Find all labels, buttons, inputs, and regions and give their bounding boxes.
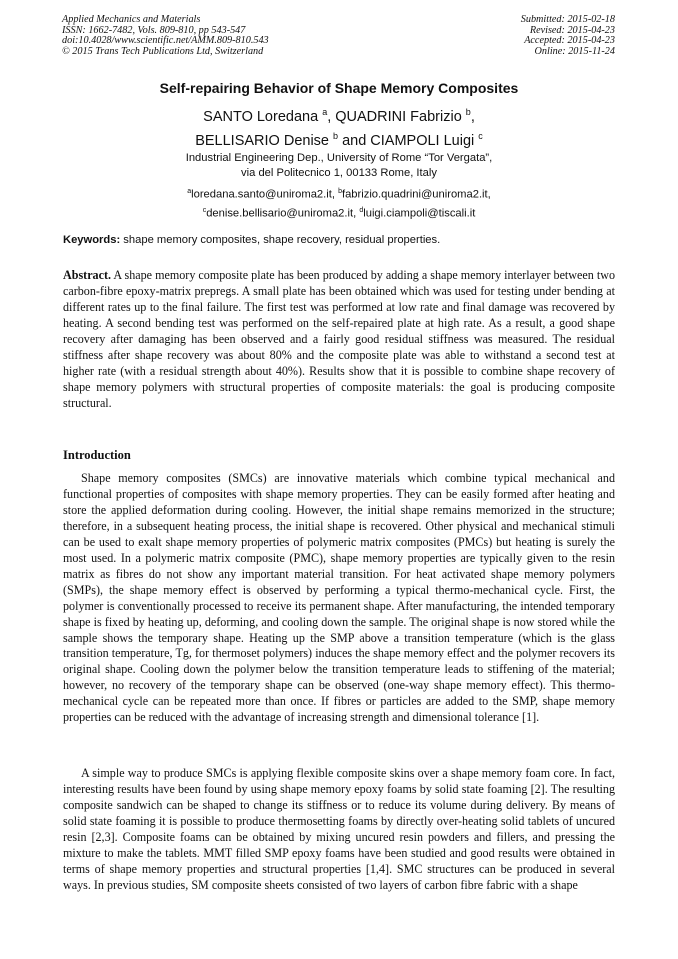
author-name: BELLISARIO Denise <box>195 132 329 149</box>
submitted-date: Submitted: 2015-02-18 <box>520 14 615 25</box>
journal-name: Applied Mechanics and Materials <box>62 14 201 25</box>
author-name: SANTO Loredana <box>203 108 319 125</box>
issn-line: ISSN: 1662-7482, Vols. 809-810, pp 543-547 <box>62 24 246 36</box>
keywords <box>63 234 615 246</box>
keywords-label: Keywords: <box>63 234 121 246</box>
paragraph: A simple way to produce SMCs is applying flexible composite skins over a shape memory foam core. In fact, interesting results have been found by using shape memory epoxy foams by solid state foaming [2]. The resulting composite sandwich can be shaped to change its stiffness or to reduce its volume during delivery. By means of solid state foaming it is possible to produce thermosetting foams by directly over-heating solid tablets of uncured resin [2,3]. Composite foams can be obtained by mixing uncured resin powders and fillers, and pressing the mixture to make the tablets. MMT filled SMP epoxy foams have been studied and good results were obtained in terms of shape memory properties and structural properties [1,4]. SMC structures can be produced in several ways. In previous studies, SM composite sheets consisted of two layers of carbon fibre fabric with a shape <box>63 766 615 892</box>
journal-info <box>62 15 269 57</box>
author-list: SANTO Loredana $^a$, QUADRINI Fabrizio $^b$, BELLISARIO Denise $^b$ and CIAMPOLI Luigi $^c$ <box>195 107 483 149</box>
online-date: Online: 2015-11-24 <box>534 45 615 57</box>
affiliation-line: Industrial Engineering Dep., University of Rome “Tor Vergata”, <box>185 152 493 164</box>
author-superscript: c <box>478 130 483 141</box>
email-link[interactable]: loredana.santo@uniroma2.it, <box>191 188 339 201</box>
abstract-text: A shape memory composite plate has been produced by adding a shape memory interlayer between two carbon-fibre epoxy-matrix prepregs. A small plate has been obtained which was used for testing under bending at different rates up to the final failure. The first test was performed at low rate and final damage was recovered by heating. A second bending test was performed on the self-repaired plate at high rate. As a result, a good shape recovery after damaging has been observed and a fairly good residual stiffness was measured. The residual stiffness after shape recovery was about 80% and the composite plate was able to withstand a second test at higher rate (with a residual strength about 40%). Results show that it is possible to combine shape recovery of shape memory polymers with structural properties of composite materials: the goal is producing composite structural. <box>63 268 615 410</box>
author-emails: $^a$loredana.santo@uniroma2.it, $^b$fabrizio.quadrini@uniroma2.it, $^c$denise.bellisario@uniroma2.it, $^d$luigi.ciampoli@tiscali.it <box>187 188 491 220</box>
author-superscript: a <box>322 107 328 117</box>
copyright-line: © 2015 Trans Tech Publications Ltd, Switzerland <box>62 45 264 57</box>
author-superscript: b <box>333 130 339 141</box>
section-heading: Introduction <box>63 448 131 462</box>
author-name: QUADRINI Fabrizio <box>335 108 462 125</box>
affiliation <box>0 151 678 181</box>
revised-date: Revised: 2015-04-23 <box>529 24 615 36</box>
paper-title: Self-repairing Behavior of Shape Memory Composites <box>159 80 519 96</box>
email-link[interactable]: fabrizio.quadrini@uniroma2.it, <box>341 188 491 201</box>
accepted-date: Accepted: 2015-04-23 <box>524 35 615 46</box>
affiliation-line: via del Politecnico 1, 00133 Rome, Italy <box>241 167 437 179</box>
submission-dates <box>521 15 615 57</box>
author-superscript: b <box>465 107 471 117</box>
abstract-label: Abstract. <box>63 268 112 282</box>
email-link[interactable]: denise.bellisario@uniroma2.it, <box>206 207 360 220</box>
doi-line: doi:10.4028/www.scientific.net/AMM.809-810.543 <box>62 35 269 46</box>
author-name: CIAMPOLI Luigi <box>370 132 475 149</box>
email-link[interactable]: luigi.ciampoli@tiscali.it <box>363 207 476 220</box>
abstract <box>63 268 615 412</box>
keywords-text: shape memory composites, shape recovery, residual properties. <box>120 234 441 246</box>
paragraph: Shape memory composites (SMCs) are innovative materials which combine typical mechanical and functional properties of composites with shape memory properties. They can be easily formed after heating and store the applied deformation during cooling. However, the initial shape remains memorized in the structure; therefore, in a subsequent heating process, the initial shape is recovered. Other physical and mechanical stimuli can be used to exalt shape memory properties of polymeric matrix composites (PMCs) but heating is surely the most used. In a polymeric matrix composite (PMC), shape memory properties are typically given to the resin matrix as fibres do not show any important material transition. For heat activated shape memory polymers (SMPs), the shape memory effect is observed by performing a typical thermo-mechanical cycle. First, the polymer is conventionally processed to receive its permanent shape. After manufacturing, the intended temporary shape is fixed by heating up, deforming, and cooling down the sample. The original shape is now stored while the sample shows the temporary shape. Heating up the SMP above a transition temperature (which is the glass transition temperature, Tg, for thermoset polymers) induces the shape memory effect and the polymer recovers its original shape. Cooling down the polymer below the transition temperature leads to stiffening of the material; however, no recovery of the temporary shape can be observed (one-way shape memory effect). This thermo-mechanical cycle can be repeated more than once. If fibres or particles are added to the SMP, shape memory properties can be reduced with the advantage of increasing strength and dimensional tolerance [1]. <box>63 471 615 725</box>
